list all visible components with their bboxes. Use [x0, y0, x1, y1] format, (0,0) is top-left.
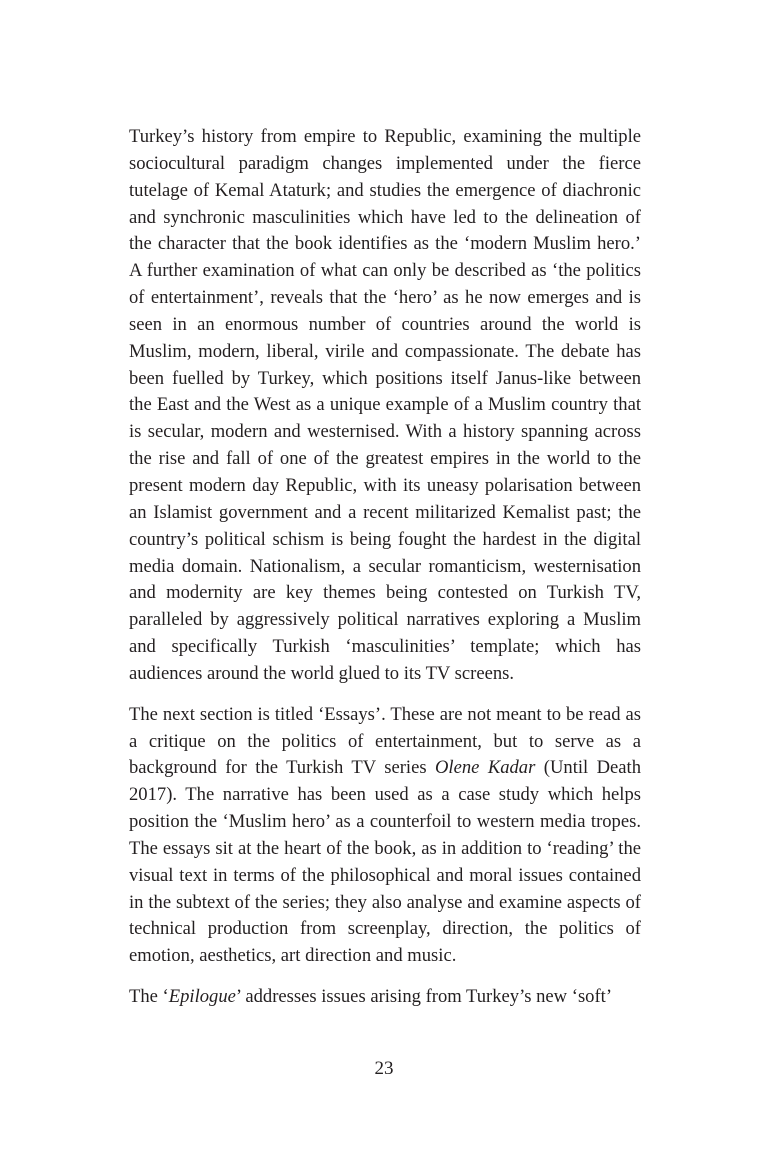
paragraph-text-start: The next section is titled ‘Essays’. These are not meant to be read as a critique on the politics of entertainment, but to serve as a background for the Turkish TV series [129, 703, 641, 779]
paragraph-text-end: (Until Death 2017). The narrative has been used as a case study which helps position the ‘Muslim hero’ as a counterfoil to western media tropes. The essays sit at the heart of the book, as in addition to ‘reading’ the visual text in terms of the philosophical and moral issues contained in the subtext of the series; they also analyse and examine aspects of technical production from screenplay, direction, the politics of emotion, aesthetics, art direction and music. [129, 757, 642, 967]
paragraph-text-end: ’ addresses issues arising from Turkey’s new ‘soft’ [235, 986, 613, 1008]
paragraph-text: Turkey’s history from empire to Republic, examining the multiple sociocultural paradigm changes implemented under the fierce tutelage of Kemal Ataturk; and studies the emergence of diachronic and synchronic masculinities which have led to the delineation of the character that the book identifies as the ‘modern Muslim hero.’ A further examination of what can only be described as ‘the politics of entertainment’, reveals that the ‘hero’ as he now emerges and is seen in an enormous number of countries around the world is Muslim, modern, liberal, virile and compassionate. The debate has been fuelled by Turkey, which positions itself Janus-like between the East and the West as a unique example of a Muslim country that is secular, modern and westernised. With a history spanning across the rise and fall of one of the greatest empires in the world to the present modern day Republic, with its uneasy polarisation between an Islamist government and a recent militarized Kemalist past; the country’s political schism is being fought the hardest in the digital media domain. Nationalism, a secular romanticism, westernisation and modernity are key themes being contested on Turkish TV, paralleled by aggressively political narratives exploring a Muslim and specifically Turkish ‘masculinities’ template; which has audiences around the world glued to its TV screens. [129, 126, 641, 684]
series-title-italic: Olene Kadar [435, 757, 536, 779]
epilogue-italic: Epilogue [168, 986, 236, 1008]
paragraph-essays [129, 702, 641, 970]
paragraph-turkey-history [129, 124, 641, 688]
page-number: 23 [374, 1058, 394, 1079]
paragraph-epilogue [129, 984, 641, 1011]
paragraph-text-start: The ‘ [129, 986, 169, 1008]
body-text [129, 124, 641, 1011]
